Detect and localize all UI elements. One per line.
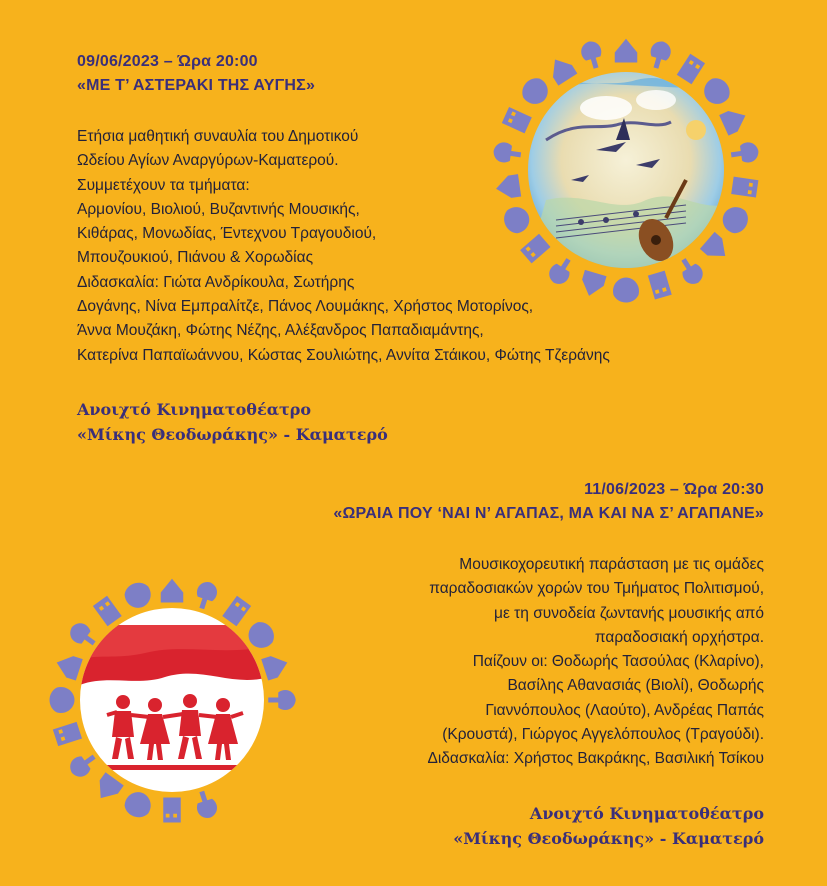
ring-icon [615,39,638,63]
ring-icon [517,73,553,109]
event-1-venue-line: «Μίκης Θεοδωράκης» - Καματερό [77,424,388,444]
event-2-description-line: παραδοσιακή ορχήστρα. [594,628,764,646]
event-1-description-line: Άννα Μουζάκη, Φώτης Νέζης, Αλέξανδρος Παπαδιαμάντης, [77,322,484,340]
ring-icon [578,270,606,299]
ring-icon [700,232,733,265]
event-2-description-line: Παίζουν οι: Θοδωρής Τασούλας (Κλαρίνο), [472,653,764,671]
event-1-description-line: Συμμετέχουν τα τμήματα: [77,176,250,194]
music-painting-circle-icon [486,30,766,310]
ring-icon [675,254,707,288]
ring-icon [243,617,278,653]
event-1-description-line: Αρμονίου, Βιολιού, Βυζαντινής Μουσικής, [77,200,360,218]
event-1-date: 09/06/2023 – Ώρα 20:00 [77,53,258,70]
event-1-description-line: Κιθάρας, Μονωδίας, Έντεχνου Τραγουδιού, [77,225,377,243]
event-1-title: «ΜΕ Τ’ ΑΣΤΕΡΑΚΙ ΤΗΣ ΑΥΓΗΣ» [77,77,316,94]
ring-icon [66,619,100,651]
event-2-venue-line: «Μίκης Θεοδωράκης» - Καματερό [453,828,764,848]
ring-icon [161,579,184,603]
ring-icon [579,39,606,71]
event-1-description-line: Μπουζουκιού, Πιάνου & Χορωδίας [77,249,314,267]
event-2-description-line: με τη συνοδεία ζωντανής μουσικής από [494,604,764,622]
folk-dancers-circle-icon [45,565,300,830]
ring-icon [730,141,760,165]
ring-icon [613,278,639,303]
ring-icon [122,789,154,821]
ring-icon [92,772,124,804]
ring-icon [122,579,154,611]
ring-icon [163,798,181,823]
ring-icon [719,105,750,135]
ring-icon [502,107,532,133]
ring-icon [545,254,577,288]
event-2-description-line: Μουσικοχορευτική παράσταση με τις ομάδες [459,556,764,573]
ring-icon [268,690,296,710]
event-1-description-line: Δογάνης, Νίνα Εμπραλίτζε, Πάνος Λουμάκης, Χρήστος Μοτορίνος, [77,298,534,316]
event-1-venue [77,397,777,447]
event-1-description-line: Ωδείου Αγίων Αναργύρων-Καματερού. [77,152,339,170]
event-1-venue-line: Ανοιχτό Κινηματοθέατρο [77,399,312,419]
ring-icon [500,203,534,237]
ring-icon [93,596,122,627]
ring-icon [546,53,578,85]
ring-icon [731,177,758,198]
ring-icon [53,652,83,681]
event-1-description-line: Διδασκαλία: Γιώτα Ανδρίκουλα, Σωτήρης [77,273,355,291]
event-2-description-line: Γιαννόπουλος (Λαούτο), Ανδρέας Παπάς [485,701,764,719]
event-1-description-line: Κατερίνα Παπαϊωάννου, Κώστας Σουλιώτης, Αννίτα Στάικου, Φώτης Τζεράνης [77,346,610,364]
ring-icon [520,234,550,264]
event-2-description-line: Διδασκαλία: Χρήστος Βακράκης, Βασιλική Τσίκου [427,750,764,768]
ring-icon [192,788,220,820]
event-2-description-line: Βασίλης Αθανασιάς (Βιολί), Θοδωρής [507,677,764,695]
ring-icon [261,652,291,681]
ring-icon [53,722,82,746]
event-1-description-line: Ετήσια μαθητική συναυλία του Δημοτικού [77,128,359,145]
ring-icon [699,73,735,109]
ring-icon [492,141,522,165]
ring-icon [646,39,673,71]
event-2-title: «ΩΡΑΙΑ ΠΟΥ ‘ΝΑΙ Ν’ ΑΓΑΠΑΣ, ΜΑ ΚΑΙ ΝΑ Σ’ ΑΓΑΠΑΝΕ» [333,505,764,522]
ring-icon [718,203,752,237]
event-2-description-line: παραδοσιακών χορών του Τμήματος Πολιτισμού, [429,580,764,598]
ring-icon [50,687,75,713]
ring-icon [494,174,521,200]
ring-icon [192,579,220,611]
event-2-date: 11/06/2023 – Ώρα 20:30 [584,481,764,498]
ring-icon [222,596,251,627]
ring-icon [66,749,100,781]
ring-icon [677,54,705,84]
event-2-description-line: (Κρουστά), Γιώργος Αγγελόπουλος (Τραγούδι). [442,726,764,744]
event-2-venue-line: Ανοιχτό Κινηματοθέατρο [529,803,764,823]
ring-icon [648,271,672,300]
